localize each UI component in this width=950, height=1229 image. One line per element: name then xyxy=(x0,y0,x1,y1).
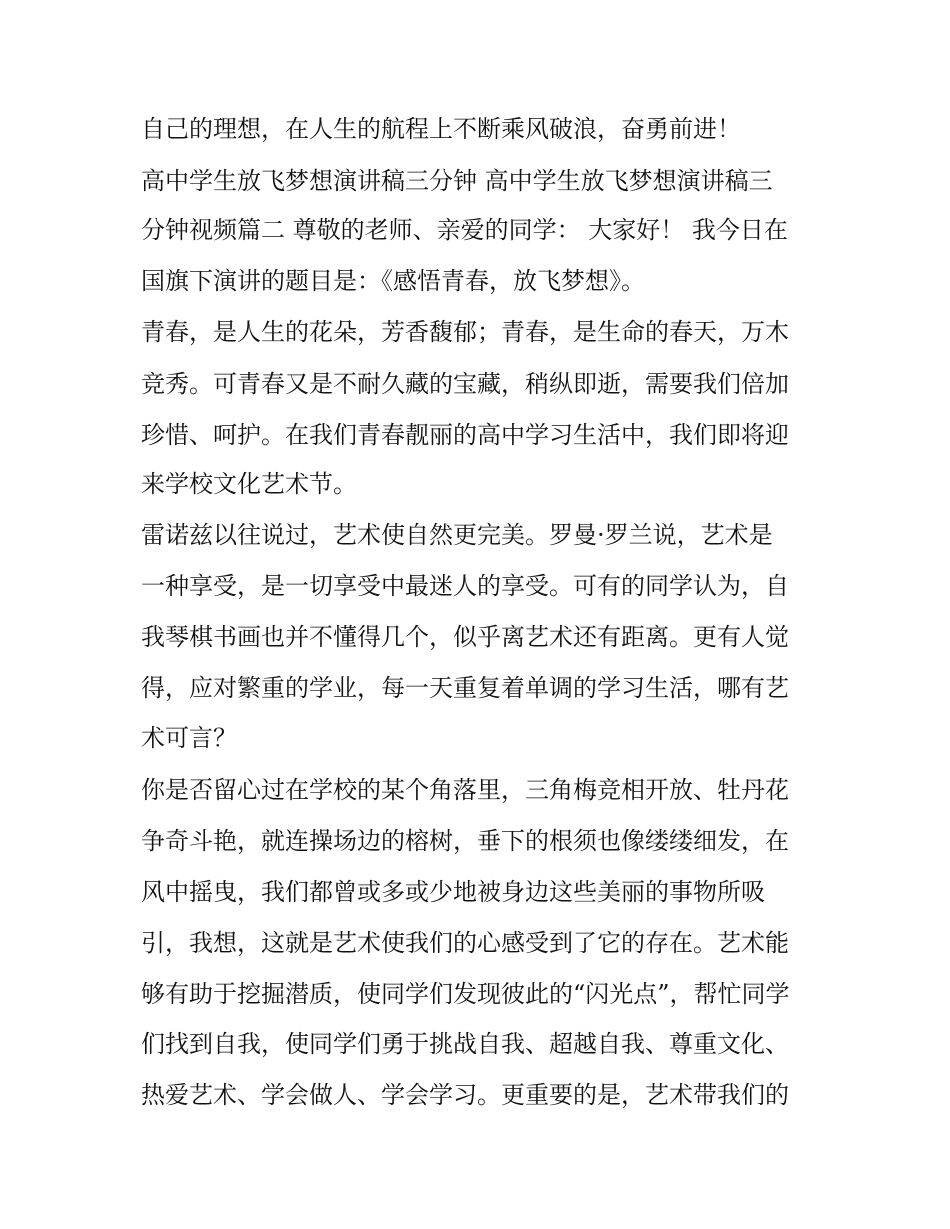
text-line: 分钟视频篇二 尊敬的老师、亲爱的同学： 大家好！ 我今日在 xyxy=(141,216,788,244)
text-line: 热爱艺术、学会做人、学会学习。更重要的是，艺术带我们的 xyxy=(141,1081,789,1109)
text-line: 引，我想，这就是艺术使我们的心感受到了它的存在。艺术能 xyxy=(141,929,789,957)
text-line: 们找到自我，使同学们勇于挑战自我、超越自我、尊重文化、 xyxy=(141,1030,789,1058)
text-line: 雷诺兹以往说过，艺术使自然更完美。罗曼·罗兰说，艺术是 xyxy=(141,521,773,549)
text-line: 得，应对繁重的学业，每一天重复着单调的学习生活，哪有艺 xyxy=(141,674,789,702)
text-line: 高中学生放飞梦想演讲稿三分钟 高中学生放飞梦想演讲稿三 xyxy=(141,167,773,195)
text-line: 争奇斗艳，就连操场边的榕树，垂下的根须也像缕缕细发，在 xyxy=(141,827,789,855)
text-line: 一种享受，是一切享受中最迷人的享受。可有的同学认为，自 xyxy=(141,572,789,600)
text-line: 竞秀。可青春又是不耐久藏的宝藏，稍纵即逝，需要我们倍加 xyxy=(141,370,789,398)
text-line: 国旗下演讲的题目是：《感悟青春，放飞梦想》。 xyxy=(141,267,645,295)
text-line: 风中摇曳，我们都曾或多或少地被身边这些美丽的事物所吸 xyxy=(141,878,765,906)
text-line: 术可言？ xyxy=(141,724,237,752)
text-line: 珍惜、呵护。在我们青春靓丽的高中学习生活中，我们即将迎 xyxy=(141,421,789,449)
text-line: 够有助于挖掘潜质，使同学们发现彼此的“闪光点”，帮忙同学 xyxy=(141,980,790,1008)
text-line: 你是否留心过在学校的某个角落里，三角梅竞相开放、牡丹花 xyxy=(141,776,789,804)
text-line: 来学校文化艺术节。 xyxy=(141,470,357,498)
text-line: 青春，是人生的花朵，芳香馥郁；青春，是生命的春天，万木 xyxy=(141,318,789,346)
text-line: 自己的理想，在人生的航程上不断乘风破浪，奋勇前进！ xyxy=(141,115,741,143)
text-line: 我琴棋书画也并不懂得几个，似乎离艺术还有距离。更有人觉 xyxy=(141,623,789,651)
